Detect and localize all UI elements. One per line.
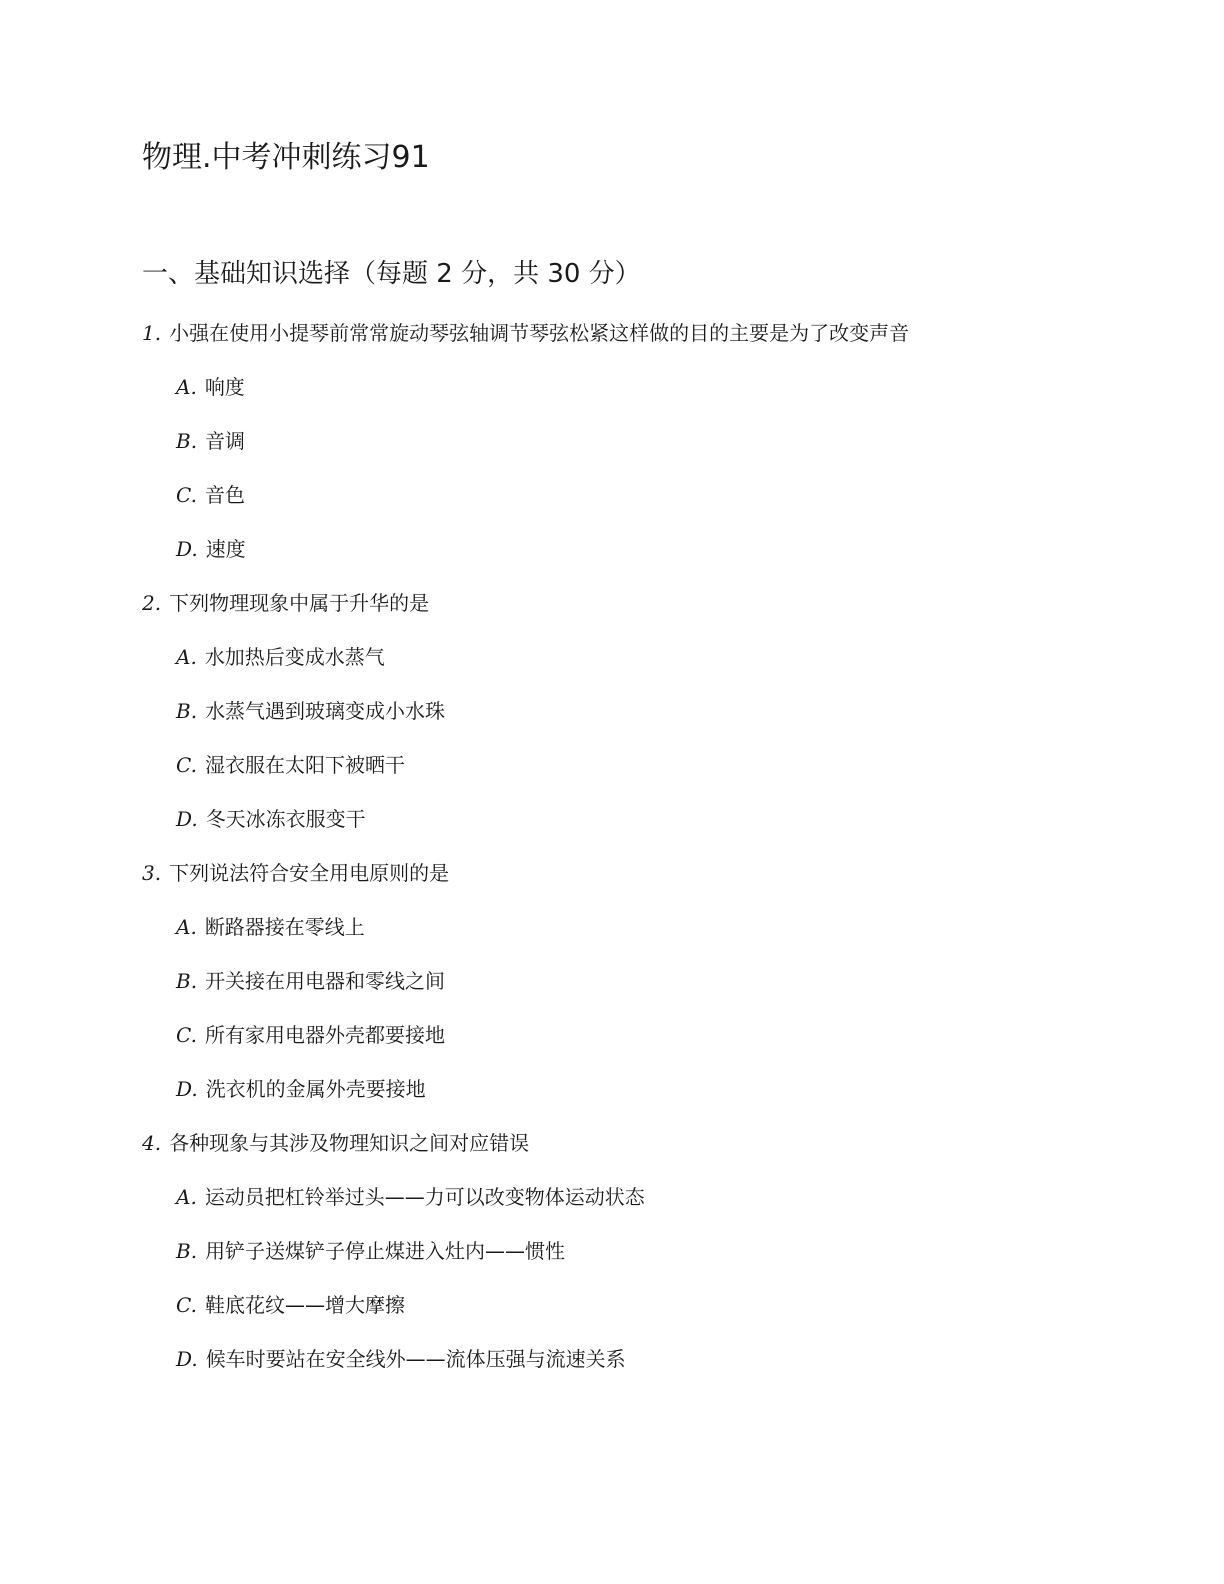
option-letter: C. — [176, 483, 197, 507]
option-text: 音调 — [205, 429, 246, 453]
option-letter: D. — [176, 1347, 198, 1371]
option-text: 音色 — [204, 483, 245, 507]
option-letter: B. — [176, 1239, 198, 1263]
section-heading: 一、基础知识选择（每题 2 分，共 30 分） — [142, 259, 641, 289]
option-c — [142, 475, 1142, 529]
option-letter: B. — [176, 969, 198, 993]
option-text: 冬天冰冻衣服变干 — [205, 807, 366, 831]
question-stem — [142, 313, 1142, 367]
option-d — [142, 1339, 1142, 1393]
option-c — [142, 745, 1142, 799]
option-letter: A. — [176, 1185, 197, 1209]
option-b — [142, 691, 1142, 745]
question-stem — [142, 853, 1142, 907]
question-3 — [142, 853, 1142, 1123]
option-text: 候车时要站在安全线外——流体压强与流速关系 — [205, 1347, 626, 1371]
option-text: 湿衣服在太阳下被晒干 — [204, 753, 405, 777]
option-letter: C. — [176, 1023, 197, 1047]
option-d — [142, 1069, 1142, 1123]
option-letter: B. — [176, 429, 198, 453]
option-text: 鞋底花纹——增大摩擦 — [204, 1293, 405, 1317]
option-b — [142, 1231, 1142, 1285]
option-c — [142, 1285, 1142, 1339]
option-d — [142, 529, 1142, 583]
option-text: 所有家用电器外壳都要接地 — [204, 1023, 445, 1047]
option-text: 运动员把杠铃举过头——力可以改变物体运动状态 — [204, 1185, 645, 1209]
option-text: 响度 — [204, 375, 245, 399]
option-text: 速度 — [205, 537, 246, 561]
option-text: 洗衣机的金属外壳要接地 — [205, 1077, 426, 1101]
question-text: 下列说法符合安全用电原则的是 — [169, 861, 450, 885]
question-number: 4. — [142, 1131, 162, 1155]
question-text: 小强在使用小提琴前常常旋动琴弦轴调节琴弦松紧这样做的目的主要是为了改变声音 — [169, 321, 910, 345]
question-number: 2. — [142, 591, 162, 615]
option-text: 断路器接在零线上 — [204, 915, 365, 939]
option-a — [142, 907, 1142, 961]
document-title: 物理.中考冲刺练习91 — [142, 140, 430, 175]
option-b — [142, 421, 1142, 475]
question-1 — [142, 313, 1142, 583]
option-text: 用铲子送煤铲子停止煤进入灶内——惯性 — [205, 1239, 566, 1263]
option-a — [142, 367, 1142, 421]
question-4 — [142, 1123, 1142, 1393]
option-d — [142, 799, 1142, 853]
question-text: 各种现象与其涉及物理知识之间对应错误 — [169, 1131, 530, 1155]
option-letter: D. — [176, 807, 198, 831]
option-a — [142, 1177, 1142, 1231]
option-b — [142, 961, 1142, 1015]
question-2 — [142, 583, 1142, 853]
option-letter: A. — [176, 375, 197, 399]
option-letter: C. — [176, 1293, 197, 1317]
option-a — [142, 637, 1142, 691]
option-text: 开关接在用电器和零线之间 — [205, 969, 446, 993]
option-letter: B. — [176, 699, 198, 723]
option-letter: D. — [176, 537, 198, 561]
question-number: 3. — [142, 861, 162, 885]
question-list — [142, 313, 1142, 1393]
question-stem — [142, 583, 1142, 637]
option-letter: D. — [176, 1077, 198, 1101]
question-number: 1. — [142, 321, 162, 345]
option-text: 水加热后变成水蒸气 — [204, 645, 385, 669]
option-letter: A. — [176, 645, 197, 669]
option-text: 水蒸气遇到玻璃变成小水珠 — [205, 699, 446, 723]
option-letter: C. — [176, 753, 197, 777]
question-text: 下列物理现象中属于升华的是 — [169, 591, 430, 615]
option-c — [142, 1015, 1142, 1069]
question-stem — [142, 1123, 1142, 1177]
option-letter: A. — [176, 915, 197, 939]
